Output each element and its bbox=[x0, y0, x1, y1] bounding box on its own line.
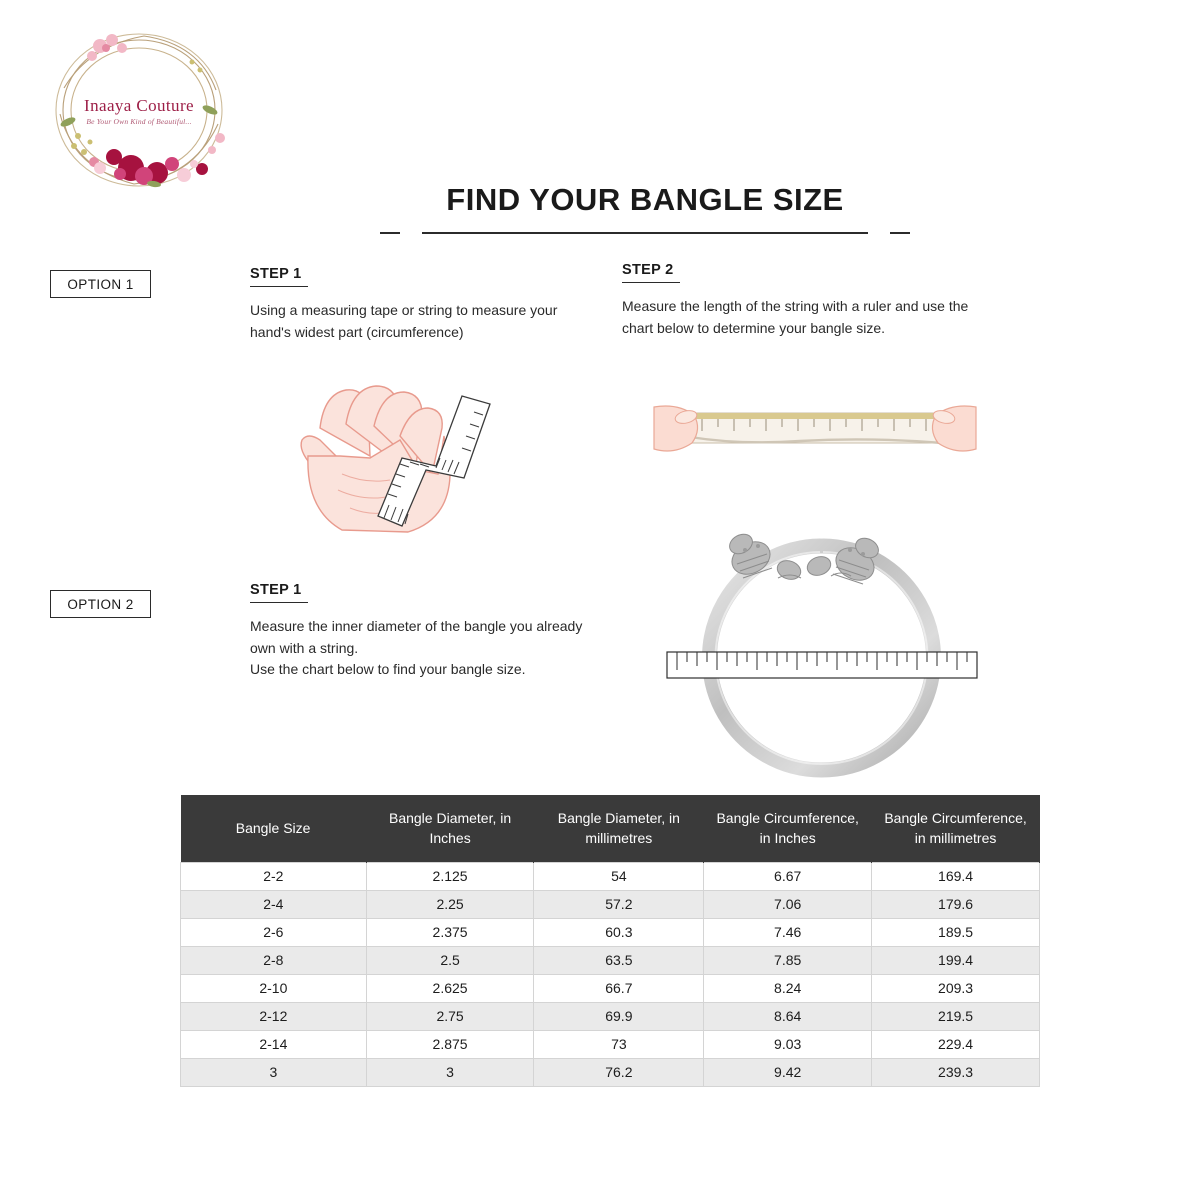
cell-diameter-in: 2.5 bbox=[366, 946, 534, 974]
column-header-diameter-mm: Bangle Diameter, in millimetres bbox=[534, 795, 704, 862]
cell-circumference-in: 7.06 bbox=[704, 890, 872, 918]
cell-diameter-in: 2.125 bbox=[366, 862, 534, 890]
cell-diameter-in: 2.625 bbox=[366, 974, 534, 1002]
cell-circumference-in: 7.85 bbox=[704, 946, 872, 974]
brand-tagline: Be Your Own Kind of Beautiful... bbox=[86, 117, 192, 126]
cell-circumference-mm: 169.4 bbox=[872, 862, 1040, 890]
cell-size: 3 bbox=[181, 1058, 367, 1086]
cell-circumference-mm: 189.5 bbox=[872, 918, 1040, 946]
cell-circumference-in: 9.03 bbox=[704, 1030, 872, 1058]
cell-circumference-in: 9.42 bbox=[704, 1058, 872, 1086]
cell-diameter-in: 2.875 bbox=[366, 1030, 534, 1058]
cell-circumference-in: 8.24 bbox=[704, 974, 872, 1002]
cell-circumference-mm: 179.6 bbox=[872, 890, 1040, 918]
cell-diameter-mm: 76.2 bbox=[534, 1058, 704, 1086]
cell-diameter-in: 2.25 bbox=[366, 890, 534, 918]
ruler bbox=[667, 652, 977, 678]
option2-step1-heading: STEP 1 bbox=[250, 582, 308, 603]
option1-step1-text: Using a measuring tape or string to measure your hand's widest part (circumference) bbox=[250, 302, 558, 340]
option-1-badge: OPTION 1 bbox=[50, 270, 151, 298]
option1-step2-heading: STEP 2 bbox=[622, 262, 680, 283]
table-row bbox=[181, 974, 1040, 1002]
cell-size: 2-12 bbox=[181, 1002, 367, 1030]
cell-diameter-in: 2.375 bbox=[366, 918, 534, 946]
cell-circumference-mm: 209.3 bbox=[872, 974, 1040, 1002]
table-row bbox=[181, 862, 1040, 890]
cell-circumference-mm: 199.4 bbox=[872, 946, 1040, 974]
table-row bbox=[181, 1002, 1040, 1030]
hand-with-measuring-tape-illustration bbox=[250, 370, 550, 550]
cell-diameter-in: 2.75 bbox=[366, 1002, 534, 1030]
cell-diameter-mm: 57.2 bbox=[534, 890, 704, 918]
table-header-row bbox=[181, 795, 1040, 862]
brand-name: Inaaya Couture bbox=[84, 96, 194, 115]
bangle-with-ruler-illustration bbox=[645, 500, 995, 780]
cell-diameter-mm: 66.7 bbox=[534, 974, 704, 1002]
column-header-circumference-mm: Bangle Circumference, in millimetres bbox=[872, 795, 1040, 862]
cell-circumference-mm: 219.5 bbox=[872, 1002, 1040, 1030]
cell-diameter-mm: 69.9 bbox=[534, 1002, 704, 1030]
brand-logo bbox=[34, 18, 244, 198]
cell-diameter-mm: 63.5 bbox=[534, 946, 704, 974]
option1-step1-heading: STEP 1 bbox=[250, 266, 308, 287]
cell-size: 2-14 bbox=[181, 1030, 367, 1058]
option-2-badge: OPTION 2 bbox=[50, 590, 151, 618]
bangle-size-table bbox=[180, 795, 1040, 1087]
option2-step1-text: Measure the inner diameter of the bangle you already own with a string. Use the chart below to find your bangle size. bbox=[250, 618, 583, 678]
table-row bbox=[181, 1030, 1040, 1058]
cell-circumference-mm: 229.4 bbox=[872, 1030, 1040, 1058]
cell-diameter-mm: 73 bbox=[534, 1030, 704, 1058]
string-with-ruler-illustration bbox=[650, 385, 980, 475]
cell-diameter-in: 3 bbox=[366, 1058, 534, 1086]
table-row bbox=[181, 946, 1040, 974]
cell-diameter-mm: 54 bbox=[534, 862, 704, 890]
cell-size: 2-6 bbox=[181, 918, 367, 946]
column-header-bangle-size: Bangle Size bbox=[181, 795, 367, 862]
cell-size: 2-2 bbox=[181, 862, 367, 890]
cell-circumference-in: 8.64 bbox=[704, 1002, 872, 1030]
cell-size: 2-8 bbox=[181, 946, 367, 974]
table-row bbox=[181, 1058, 1040, 1086]
column-header-circumference-inches: Bangle Circumference, in Inches bbox=[704, 795, 872, 862]
cell-diameter-mm: 60.3 bbox=[534, 918, 704, 946]
cell-circumference-mm: 239.3 bbox=[872, 1058, 1040, 1086]
title-divider bbox=[380, 232, 910, 234]
option1-step2-text: Measure the length of the string with a ruler and use the chart below to determine your bangle size. bbox=[622, 298, 969, 336]
page-title: FIND YOUR BANGLE SIZE bbox=[446, 182, 844, 217]
column-header-diameter-inches: Bangle Diameter, in Inches bbox=[366, 795, 534, 862]
table-row bbox=[181, 890, 1040, 918]
cell-circumference-in: 6.67 bbox=[704, 862, 872, 890]
bangle-size-table-wrapper bbox=[180, 795, 1040, 1087]
cell-circumference-in: 7.46 bbox=[704, 918, 872, 946]
cell-size: 2-4 bbox=[181, 890, 367, 918]
cell-size: 2-10 bbox=[181, 974, 367, 1002]
table-row bbox=[181, 918, 1040, 946]
